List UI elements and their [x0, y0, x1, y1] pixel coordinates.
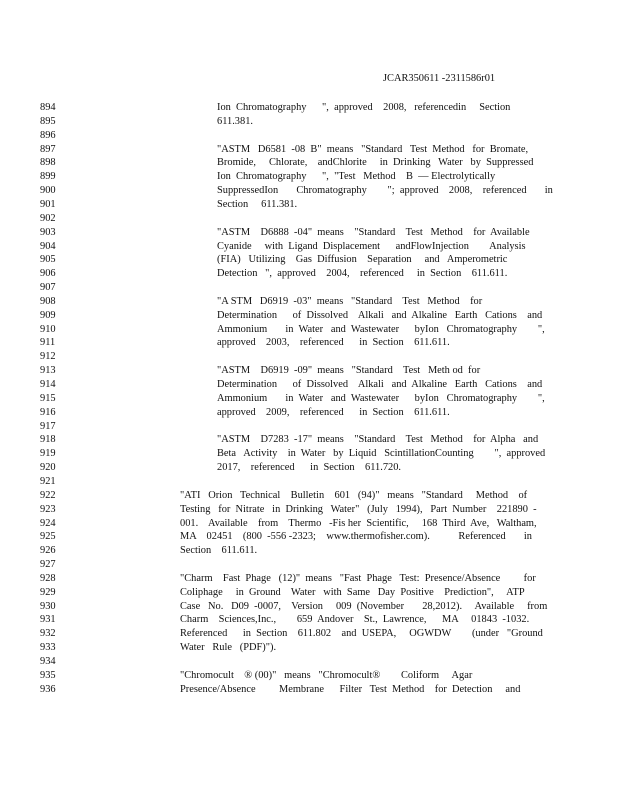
- line-text: Detection ", approved 2004, referenced in Section 611.611.: [217, 268, 508, 280]
- line-number: 928: [40, 572, 56, 584]
- line-text: Water Rule (PDF)").: [180, 642, 277, 654]
- line-text: "ASTM D6888 -04" means "Standard Test Method for Available: [217, 226, 530, 238]
- document-line: [0, 517, 618, 531]
- line-number: 895: [40, 115, 56, 127]
- document-line: [0, 364, 618, 378]
- line-text: "ASTM D7283 -17" means "Standard Test Method for Alpha and: [217, 434, 539, 446]
- line-number: 915: [40, 392, 56, 404]
- line-text: Beta Activity in Water by Liquid ScintillationCounting ", approved: [217, 448, 546, 460]
- line-number: 924: [40, 517, 56, 529]
- line-number: 894: [40, 102, 56, 113]
- line-text: Ion Chromatography ", approved 2008, referencedin Section: [217, 102, 511, 113]
- line-text: (FIA) Utilizing Gas Diffusion Separation and Amperometric: [217, 254, 508, 266]
- document-line: [0, 323, 618, 337]
- document-line: [0, 641, 618, 655]
- document-line: [0, 198, 618, 212]
- line-text: Presence/Absence Membrane Filter Test Method for Detection and: [180, 683, 521, 695]
- document-line: [0, 240, 618, 254]
- document-line: [0, 433, 618, 447]
- line-number: 906: [40, 268, 56, 280]
- line-number: 930: [40, 600, 56, 612]
- document-line: [0, 586, 618, 600]
- line-text: "A STM D6919 -03" means "Standard Test Method for: [217, 295, 483, 307]
- line-text: Charm Sciences,Inc., 659 Andover St., Lawrence, MA 01843 -1032.: [180, 614, 530, 626]
- document-line: [0, 170, 618, 184]
- line-text: 001. Available from Thermo -Fis her Scientific, 168 Third Ave, Waltham,: [180, 517, 537, 529]
- document-line: [0, 544, 618, 558]
- line-number: 936: [40, 683, 56, 695]
- line-text: approved 2009, referenced in Section 611.611.: [217, 406, 450, 418]
- line-text: Ammonium in Water and Wastewater byIon Chromatography ",: [217, 392, 545, 404]
- document-line: [0, 655, 618, 669]
- document-line: [0, 115, 618, 129]
- line-text: Coliphage in Ground Water with Same Day Positive Prediction", ATP: [180, 586, 525, 598]
- document-line: [0, 683, 618, 697]
- document-line: [0, 406, 618, 420]
- document-line: [0, 503, 618, 517]
- line-number: 918: [40, 434, 56, 446]
- line-text: Section 611.611.: [180, 545, 258, 557]
- document-line: [0, 420, 618, 434]
- line-text: "Chromocult ® (00)" means "Chromocult® Coliform Agar: [180, 669, 473, 681]
- line-number: 935: [40, 669, 56, 681]
- line-number: 900: [40, 185, 56, 197]
- line-number: 932: [40, 628, 56, 640]
- line-text: Determination of Dissolved Alkali and Alkaline Earth Cations and: [217, 379, 543, 390]
- line-text: "ASTM D6581 -08 B" means "Standard Test Method for Bromate,: [217, 143, 529, 155]
- line-text: Determination of Dissolved Alkali and Alkaline Earth Cations and: [217, 309, 543, 321]
- document-line: [0, 295, 618, 309]
- document-line: [0, 600, 618, 614]
- line-number: 898: [40, 157, 56, 169]
- line-number: 920: [40, 462, 56, 474]
- document-line: [0, 489, 618, 503]
- line-number: 904: [40, 240, 56, 252]
- document-line: [0, 226, 618, 240]
- document-line: [0, 350, 618, 364]
- line-number: 909: [40, 309, 56, 321]
- line-number: 931: [40, 614, 56, 626]
- document-line: [0, 669, 618, 683]
- document-line: [0, 143, 618, 157]
- line-number: 903: [40, 226, 56, 238]
- line-text: SuppressedIon Chromatography "; approved 2008, referenced in: [217, 185, 553, 197]
- document-line: [0, 392, 618, 406]
- line-text: "ATI Orion Technical Bulletin 601 (94)" means "Standard Method of: [180, 489, 528, 501]
- document-line: [0, 447, 618, 461]
- line-number: 923: [40, 503, 56, 515]
- line-number: 902: [40, 212, 56, 224]
- line-text: Section 611.381.: [217, 198, 298, 210]
- document-line: [0, 461, 618, 475]
- line-number: 912: [40, 351, 56, 363]
- line-number: 929: [40, 586, 56, 598]
- line-text: 2017, referenced in Section 611.720.: [217, 462, 402, 474]
- line-number: 914: [40, 379, 56, 390]
- line-text: Referenced in Section 611.802 and USEPA, OGWDW (under "Ground: [180, 628, 543, 640]
- line-number: 910: [40, 323, 56, 335]
- document-line: [0, 530, 618, 544]
- line-text: "ASTM D6919 -09" means "Standard Test Meth od for: [217, 365, 481, 377]
- line-text: approved 2003, referenced in Section 611.611.: [217, 337, 450, 349]
- line-text: 611.381.: [217, 115, 253, 127]
- line-number: 913: [40, 365, 56, 377]
- line-number: 908: [40, 295, 56, 307]
- line-text: Testing for Nitrate in Drinking Water" (July 1994), Part Number 221890 -: [180, 503, 537, 515]
- line-number: 905: [40, 254, 56, 266]
- line-number: 925: [40, 531, 56, 543]
- document-line: [0, 558, 618, 572]
- document-line: [0, 281, 618, 295]
- line-text: Cyanide with Ligand Displacement andFlowInjection Analysis: [217, 240, 526, 252]
- line-number: 922: [40, 489, 56, 501]
- line-number: 907: [40, 282, 56, 294]
- line-number: 896: [40, 129, 56, 141]
- line-number: 911: [40, 337, 56, 349]
- line-text: Bromide, Chlorate, andChlorite in Drinking Water by Suppressed: [217, 157, 534, 169]
- line-number: 899: [40, 171, 56, 183]
- document-line: [0, 101, 618, 115]
- document-line: [0, 156, 618, 170]
- line-number: 927: [40, 559, 56, 571]
- document-line: [0, 336, 618, 350]
- line-text: Case No. D09 -0007, Version 009 (November 28,2012). Available from: [180, 600, 548, 612]
- document-line: [0, 627, 618, 641]
- document-line: [0, 267, 618, 281]
- document-line: [0, 253, 618, 267]
- line-text: Ion Chromatography ", "Test Method B — Electrolytically: [217, 171, 496, 183]
- line-number: 919: [40, 448, 56, 460]
- line-number: 926: [40, 545, 56, 557]
- document-line: [0, 212, 618, 226]
- line-number: 897: [40, 143, 56, 155]
- line-text: Ammonium in Water and Wastewater byIon Chromatography ",: [217, 323, 545, 335]
- document-line: [0, 378, 618, 392]
- document-line: [0, 309, 618, 323]
- document-line: [0, 184, 618, 198]
- line-number: 917: [40, 420, 56, 432]
- line-text: "Charm Fast Phage (12)" means "Fast Phage Test: Presence/Absence for: [180, 572, 536, 584]
- document-id-header: JCAR350611 -2311586r01: [383, 73, 496, 84]
- line-number: 916: [40, 406, 56, 418]
- document-line: [0, 572, 618, 586]
- line-text: MA 02451 (800 -556 -2323; www.thermofisher.com). Referenced in: [180, 531, 532, 543]
- document-line: [0, 129, 618, 143]
- line-number: 901: [40, 198, 56, 210]
- document-line: [0, 475, 618, 489]
- line-number: 933: [40, 642, 56, 654]
- document-line: [0, 613, 618, 627]
- line-number: 934: [40, 656, 56, 667]
- line-number: 921: [40, 475, 56, 487]
